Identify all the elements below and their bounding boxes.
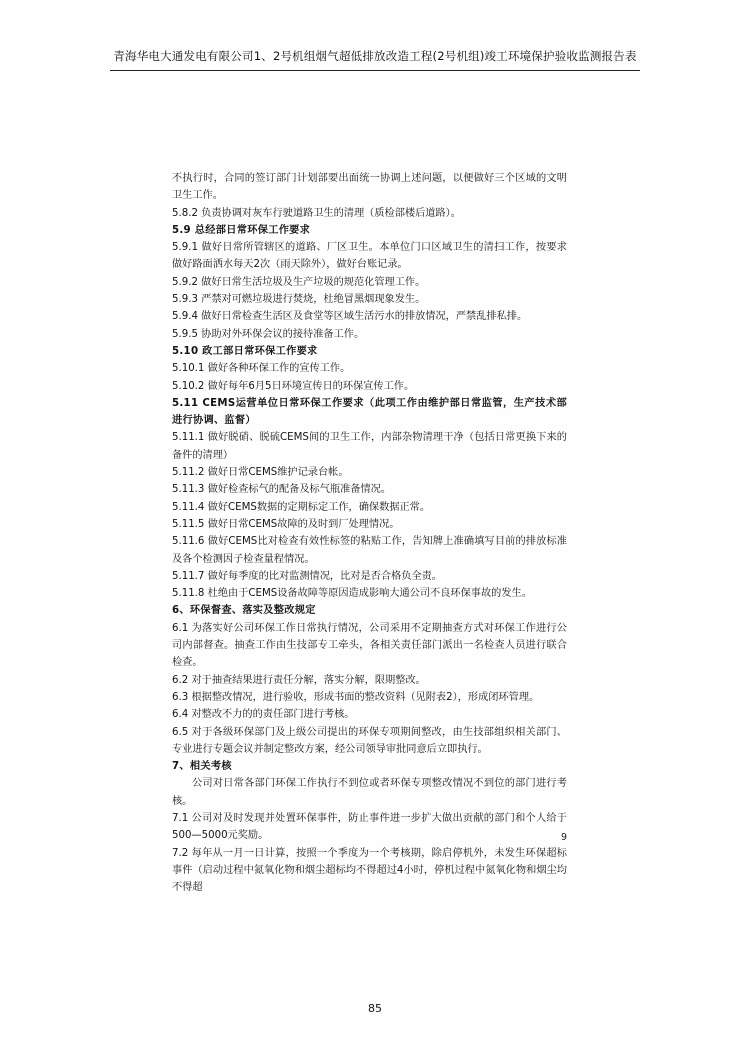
- section-heading: 5.9 总经部日常环保工作要求: [172, 224, 311, 236]
- body-paragraph: 5.11.3 做好检查标气的配备及标气瓶准备情况。: [172, 484, 392, 496]
- body-paragraph: 6.3 根据整改情况，进行验收，形成书面的整改资料（见附表2），形成闭环管理。: [172, 691, 540, 703]
- body-paragraph: 5.10.1 做好各种环保工作的宣传工作。: [172, 363, 351, 375]
- running-header: [0, 48, 750, 71]
- body-paragraph: 5.9.2 做好日常生活垃圾及生产垃圾的规范化管理工作。: [172, 276, 426, 288]
- body-paragraph: 5.8.2 负责协调对灰车行驶道路卫生的清理（质检部楼后道路）。: [172, 207, 461, 219]
- body-paragraph: 公司对日常各部门环保工作执行不到位或者环保专项整改情况不到位的部门进行考核。: [172, 778, 567, 807]
- body-paragraph: 5.11.7 做好每季度的比对监测情况，比对是否合格负全责。: [172, 570, 442, 582]
- body-paragraph: 5.10.2 做好每年6月5日环境宣传日的环保宣传工作。: [172, 380, 415, 392]
- body-paragraph: 5.9.3 严禁对可燃垃圾进行焚烧，杜绝冒黑烟现象发生。: [172, 294, 426, 306]
- body-paragraph: 5.9.5 协助对外环保会议的接待准备工作。: [172, 328, 365, 340]
- page-number: 85: [368, 1002, 382, 1015]
- document-body: [172, 170, 567, 896]
- header-divider: [110, 70, 640, 71]
- body-paragraph: 5.11.4 做好CEMS数据的定期标定工作，确保数据正常。: [172, 501, 431, 513]
- section-heading: 6、环保督查、落实及整改规定: [172, 605, 316, 617]
- section-heading: 5.11 CEMS运营单位日常环保工作要求（此项工作由维护部日常监管，生产技术部进行协调、监督）: [172, 397, 567, 427]
- body-paragraph: 5.11.5 做好日常CEMS故障的及时到厂处理情况。: [172, 518, 400, 530]
- section-heading: 5.10 政工部日常环保工作要求: [172, 345, 318, 357]
- body-paragraph: 不执行时，合同的签订部门计划部要出面统一协调上述问题，以便做好三个区域的文明卫生工作。: [172, 173, 567, 202]
- body-paragraph: 5.11.2 做好日常CEMS维护记录台帐。: [172, 467, 349, 479]
- body-paragraph: 5.9.4 做好日常检查生活区及食堂等区域生活污水的排放情况，严禁乱排私排。: [172, 311, 528, 323]
- inner-page-number: 9: [560, 832, 567, 843]
- body-paragraph: 5.11.1 做好脱硝、脱硫CEMS间的卫生工作，内部杂物清理干净（包括日常更换下来的备件的清理）: [172, 432, 567, 461]
- body-paragraph: 6.2 对于抽查结果进行责任分解，落实分解，限期整改。: [172, 674, 426, 686]
- body-paragraph: 6.1 为落实好公司环保工作日常执行情况，公司采用不定期抽查方式对环保工作进行公司内部督查。抽查工作由生技部专工牵头，各相关责任部门派出一名检查人员进行联合检查。: [172, 622, 567, 669]
- report-title: 青海华电大通发电有限公司1、2号机组烟气超低排放改造工程(2号机组)竣工环境保护验收监测报告表: [113, 49, 637, 63]
- body-paragraph: 7.1 公司对及时发现并处置环保事件，防止事件进一步扩大做出贡献的部门和个人给于500—5000元奖励。: [172, 812, 567, 842]
- body-paragraph: 7.2 每年从一月一日计算，按照一个季度为一个考核期，除启停机外，未发生环保超标事件（启动过程中氮氧化物和烟尘超标均不得超过4小时，停机过程中氮氧化物和烟尘均不得超: [172, 847, 567, 894]
- body-paragraph: 5.11.6 做好CEMS比对检查有效性标签的粘贴工作，告知牌上准确填写目前的排放标准及各个检测因子检查量程情况。: [172, 536, 567, 565]
- body-paragraph: 6.4 对整改不力的的责任部门进行考核。: [172, 709, 355, 721]
- body-paragraph: 6.5 对于各级环保部门及上级公司提出的环保专项期间整改，由生技部组织相关部门、专业进行专题会议并制定整改方案，经公司领导审批同意后立即执行。: [172, 726, 567, 755]
- section-heading: 7、相关考核: [172, 761, 232, 773]
- body-paragraph: 5.11.8 杜绝由于CEMS设备故障等原因造成影响大通公司不良环保事故的发生。: [172, 588, 532, 600]
- body-paragraph: 5.9.1 做好日常所管辖区的道路、厂区卫生。本单位门口区域卫生的清扫工作，按要求做好路面洒水每天2次（雨天除外），做好台账记录。: [172, 242, 567, 271]
